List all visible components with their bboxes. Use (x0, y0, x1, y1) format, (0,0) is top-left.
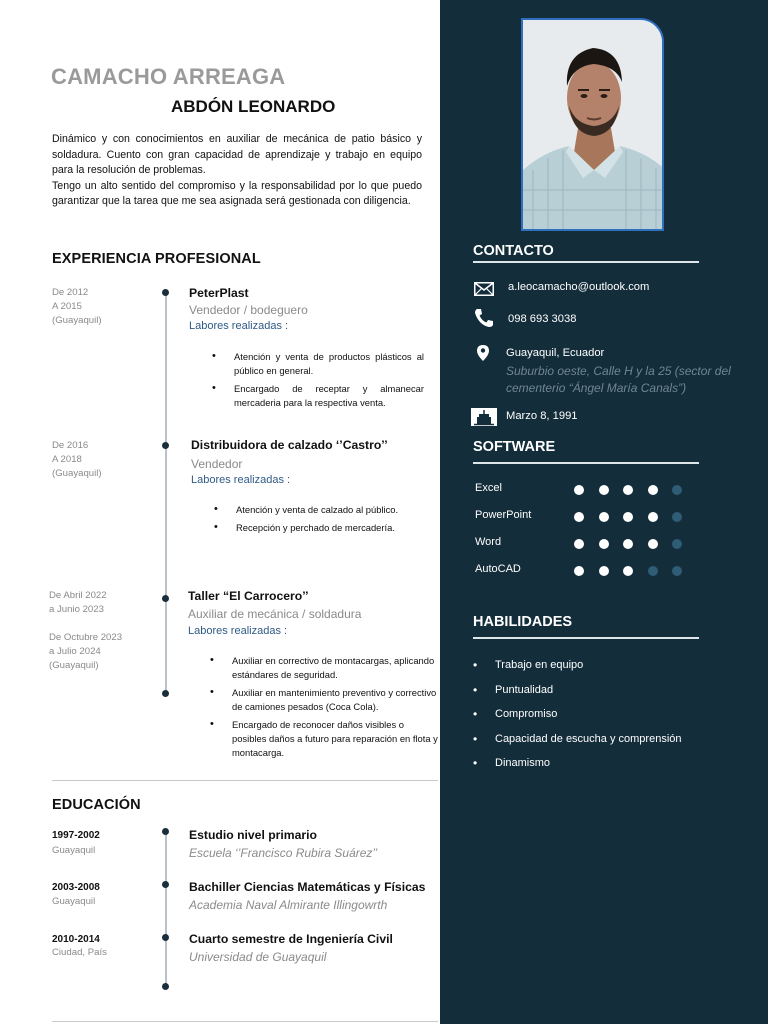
job-labors-label: Labores realizadas : (188, 625, 288, 637)
skill-item: • Dinamismo (473, 757, 682, 782)
education-title-item: Estudio nivel primario (189, 828, 317, 842)
education-place: Guayaquil (52, 845, 96, 856)
date-line: A 2018 (52, 454, 82, 465)
profile-summary (52, 132, 422, 210)
contact-email[interactable]: a.leocamacho@outlook.com (508, 281, 650, 293)
education-timeline-line (165, 832, 167, 987)
date-line: (Guayaquil) (52, 468, 102, 479)
software-name: PowerPoint (475, 509, 532, 521)
timeline-dot (162, 690, 169, 697)
rating-dot (672, 566, 682, 576)
education-title: EDUCACIÓN (52, 797, 141, 813)
job-duties (212, 350, 424, 414)
education-years: 1997-2002 (52, 830, 100, 841)
job-labors-label: Labores realizadas : (189, 320, 289, 332)
duty-item: • Atención y venta de calzado al público. (214, 503, 424, 517)
job-role: Vendedor (191, 457, 243, 471)
job-duties (210, 654, 440, 764)
profile-photo (521, 18, 664, 231)
job-company: Distribuidora de calzado ‘’Castro’’ (191, 438, 388, 452)
date-line: a Julio 2024 (49, 646, 101, 657)
education-title-item: Bachiller Ciencias Matemáticas y Físicas (189, 880, 426, 894)
date-line: (Guayaquil) (52, 315, 102, 326)
rating-dot (648, 539, 658, 549)
job-dates (49, 589, 107, 617)
job-dates (52, 439, 102, 481)
birthday-cake-icon (471, 408, 497, 426)
rating-dot (672, 539, 682, 549)
phone-icon (474, 308, 494, 328)
section-divider (52, 780, 438, 781)
rating-dot (672, 512, 682, 522)
skill-item: • Puntualidad (473, 684, 682, 709)
rating-dot (623, 566, 633, 576)
summary-paragraph: Dinámico y con conocimientos en auxiliar de mecánica de patio básico y soldadura. Cuento con gran capacidad de aprendizaje y trabajo en equipo para la resolución de problemas. (52, 133, 422, 176)
rating-dot (574, 566, 584, 576)
contact-title: CONTACTO (473, 243, 554, 259)
timeline-dot (162, 934, 169, 941)
portrait-illustration (523, 20, 664, 231)
education-years: 2010-2014 (52, 934, 100, 945)
timeline-dot (162, 881, 169, 888)
job-company: PeterPlast (189, 286, 249, 300)
rating-dot (599, 566, 609, 576)
rating-dot (623, 539, 633, 549)
experience-title: EXPERIENCIA PROFESIONAL (52, 251, 261, 267)
date-line: De 2012 (52, 287, 89, 298)
experience-timeline-line (165, 292, 167, 694)
rating-dot (599, 512, 609, 522)
skill-item: • Capacidad de escucha y comprensión (473, 733, 682, 758)
duty-item: • Auxiliar en mantenimiento preventivo y correctivo de camiones pesados (Coca Cola). (210, 686, 440, 714)
software-title: SOFTWARE (473, 439, 556, 455)
timeline-dot (162, 595, 169, 602)
rating-dot (648, 566, 658, 576)
sidebar (440, 0, 768, 1024)
skill-item: • Trabajo en equipo (473, 659, 682, 684)
rating-dot (648, 485, 658, 495)
education-title-item: Cuarto semestre de Ingeniería Civil (189, 932, 393, 946)
education-place: Guayaquil (52, 896, 96, 907)
rating-dot (574, 539, 584, 549)
envelope-icon (474, 282, 494, 296)
rating-dot (623, 512, 633, 522)
location-pin-icon (477, 345, 489, 361)
duty-item: • Encargado de receptar y almanecar mercaderia para la respectiva venta. (212, 382, 424, 410)
rating-dot (574, 485, 584, 495)
rating-dot (599, 485, 609, 495)
contact-phone[interactable]: 098 693 3038 (508, 313, 577, 325)
skills-list (473, 659, 682, 782)
job-duties (214, 503, 424, 539)
job-labors-label: Labores realizadas : (191, 474, 291, 486)
skill-item: • Compromiso (473, 708, 682, 733)
duty-item: • Encargado de reconocer daños visibles o posibles daños a futuro para reparación en flota y montacarga. (210, 718, 440, 760)
section-divider (52, 1021, 438, 1022)
education-school: Universidad de Guayaquil (189, 950, 327, 964)
timeline-dot (162, 983, 169, 990)
education-school: Escuela ‘’Francisco Rubira Suárez’’ (189, 846, 378, 860)
rating-dot (574, 512, 584, 522)
job-company: Taller “El Carrocero’’ (188, 589, 309, 603)
date-line: De Abril 2022 (49, 590, 107, 601)
software-name: Excel (475, 482, 502, 494)
job-dates-second-period (49, 631, 122, 673)
timeline-dot (162, 828, 169, 835)
duty-item: • Recepción y perchado de mercadería. (214, 521, 424, 535)
timeline-dot (162, 442, 169, 449)
contact-address: Suburbio oeste, Calle H y la 25 (sector del cementerio “Ángel María Canals”) (506, 364, 731, 395)
contact-city: Guayaquil, Ecuador (506, 347, 605, 359)
job-role: Auxiliar de mecánica / soldadura (188, 607, 362, 621)
date-line: De Octubre 2023 (49, 632, 123, 643)
summary-paragraph: Tengo un alto sentido del compromiso y la responsabilidad por lo que puedo garantizar que la tarea que me sea asignada será gestionada con diligencia. (52, 179, 422, 207)
rating-dot (648, 512, 658, 522)
date-line: (Guayaquil) (49, 660, 99, 671)
date-line: De 2016 (52, 440, 89, 451)
duty-item: • Atención y venta de productos plásticos al público en general. (212, 350, 424, 378)
job-role: Vendedor / bodeguero (189, 303, 308, 317)
timeline-dot (162, 289, 169, 296)
date-line: a Junio 2023 (49, 604, 104, 615)
skills-title: HABILIDADES (473, 614, 573, 630)
software-name: Word (475, 536, 502, 548)
rating-dot (623, 485, 633, 495)
duty-item: • Auxiliar en correctivo de montacargas, aplicando estándares de seguridad. (210, 654, 440, 682)
job-dates (52, 286, 102, 328)
contact-underline (473, 261, 699, 263)
rating-dot (599, 539, 609, 549)
software-name: AutoCAD (475, 563, 521, 575)
surname: CAMACHO ARREAGA (51, 64, 286, 89)
software-underline (473, 462, 699, 464)
education-place: Ciudad, País (52, 947, 107, 958)
firstname: ABDÓN LEONARDO (171, 97, 336, 116)
education-years: 2003-2008 (52, 882, 100, 893)
date-line: A 2015 (52, 301, 82, 312)
skills-underline (473, 637, 699, 639)
rating-dot (672, 485, 682, 495)
contact-birthdate: Marzo 8, 1991 (506, 410, 578, 422)
education-school: Academia Naval Almirante Illingowrth (189, 898, 388, 912)
